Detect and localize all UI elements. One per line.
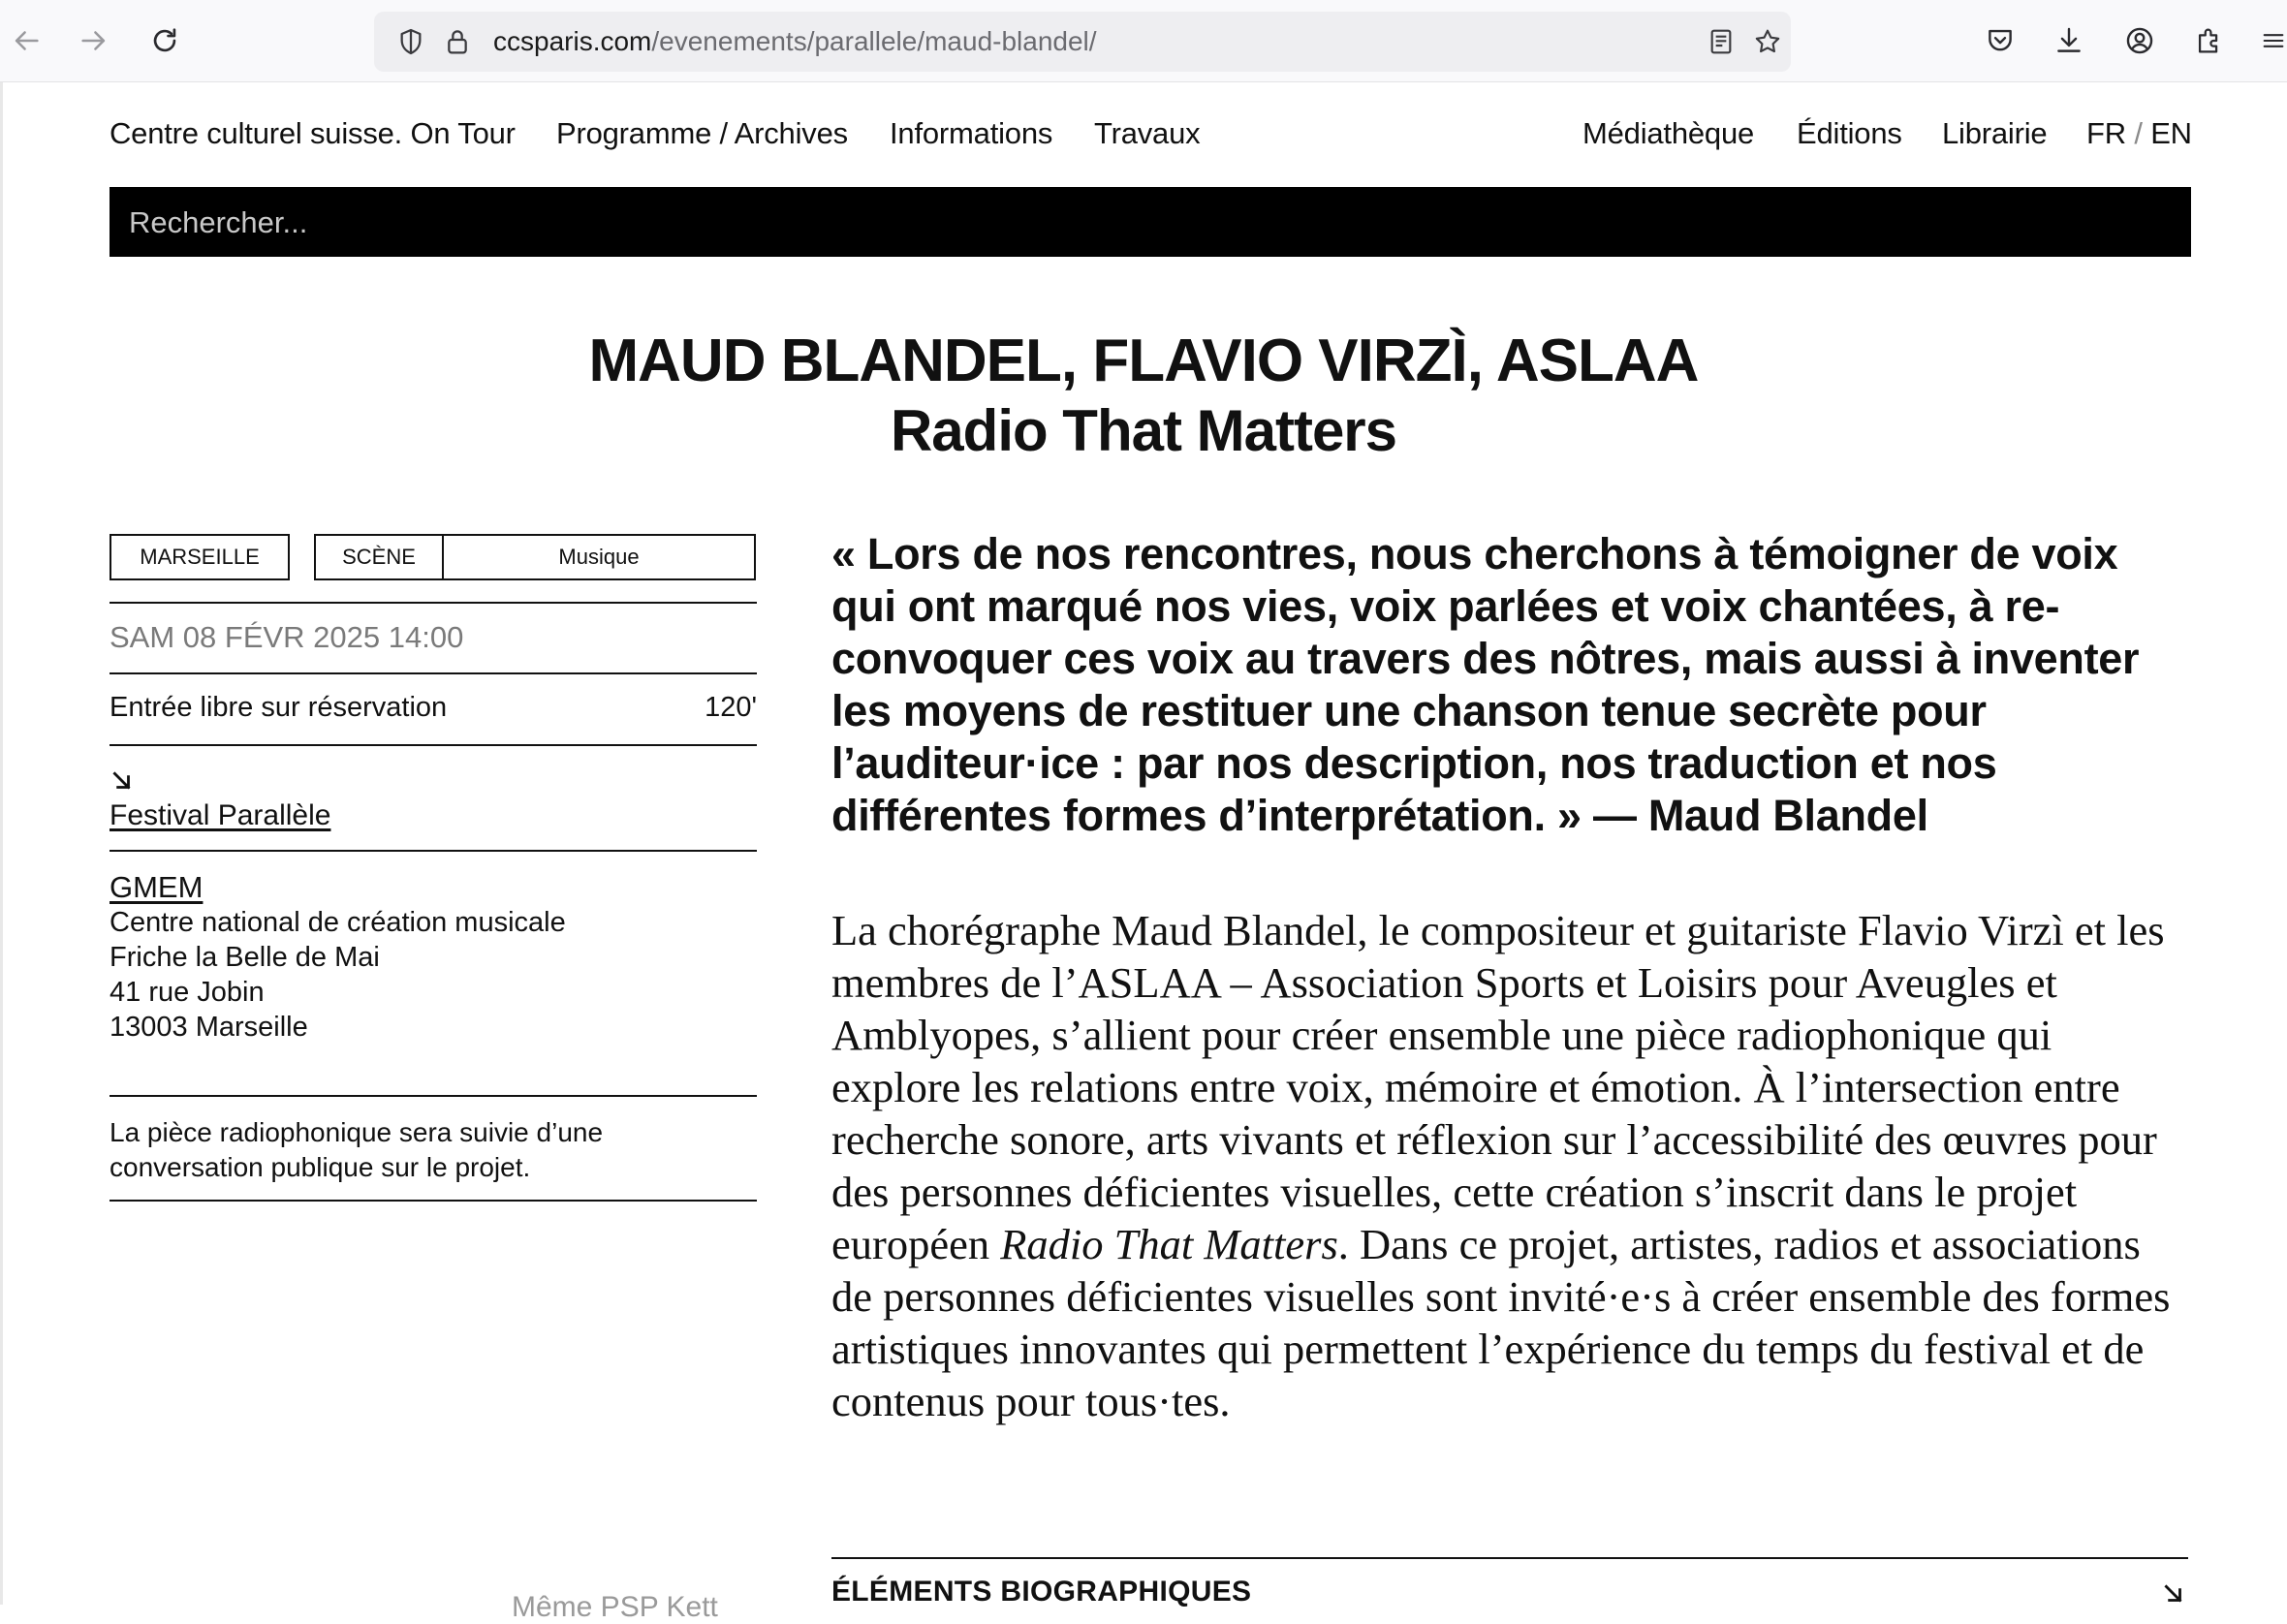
- divider: [110, 602, 757, 604]
- address-bar[interactable]: [374, 12, 1791, 72]
- lang-en[interactable]: EN: [2150, 116, 2192, 150]
- nav-informations[interactable]: Informations: [890, 116, 1053, 150]
- venue-line: Friche la Belle de Mai: [110, 942, 380, 973]
- menu-icon[interactable]: [2260, 20, 2287, 61]
- divider: [110, 672, 757, 674]
- event-description: [831, 904, 2188, 1427]
- lang-separator: /: [2125, 116, 2151, 150]
- divider: [831, 1557, 2188, 1559]
- nav-mediatheque[interactable]: Médiathèque: [1582, 116, 1755, 150]
- extensions-icon[interactable]: [2189, 20, 2230, 61]
- reader-view-icon[interactable]: [1704, 24, 1739, 59]
- venue-line: Centre national de création musicale: [110, 907, 566, 938]
- url-text[interactable]: [493, 26, 1097, 57]
- browser-toolbar: [0, 0, 2287, 82]
- festival-link[interactable]: Festival Parallèle: [110, 799, 331, 831]
- nav-travaux[interactable]: Travaux: [1094, 116, 1201, 150]
- divider: [110, 1200, 757, 1202]
- nav-librairie[interactable]: Librairie: [1942, 116, 2048, 150]
- back-arrow-icon[interactable]: [5, 19, 47, 62]
- arrow-down-right-icon[interactable]: [2161, 1581, 2186, 1607]
- artist-quote: « Lors de nos rencontres, nous cherchons à témoigner de voix qui ont marqué nos vies, voix parlées et voix chantées, à re-convoquer ces voix au travers des nôtres, mais aussi à inventer les moyens de restituer une chanson tenue secrète pour l’auditeur·ice : par nos description, nos traduction et nos différentes formes d’interprétation. » — Maud Blandel: [831, 529, 2140, 840]
- tag-category[interactable]: SCÈNE: [314, 534, 444, 580]
- cutoff-link[interactable]: Même PSP Kett: [512, 1591, 718, 1623]
- divider: [110, 1095, 757, 1097]
- search-input[interactable]: [127, 187, 2176, 259]
- entry-row: [110, 692, 757, 724]
- description-text: La chorégraphe Maud Blandel, le compositeur et guitariste Flavio Virzì et les membres de l’ASLAA – Association Sports et Loisirs pour Aveugles et Amblyopes, s’allient pour créer ensemble une pièce radiophonique qui explore les relations entre voix, mémoire et émotion. À l’intersection entre recherche sonore, arts vivants et réflexion sur l’accessibilité des œuvres pour des personnes déficientes visuelles, cette création s’inscrit dans le projet européen: [831, 906, 2165, 1268]
- biography-section-toggle[interactable]: ÉLÉMENTS BIOGRAPHIQUES: [831, 1576, 1252, 1608]
- event-note: La pièce radiophonique sera suivie d’une conversation publique sur le projet.: [110, 1117, 604, 1182]
- forward-arrow-icon[interactable]: [73, 19, 115, 62]
- url-domain: ccsparis.com: [493, 26, 652, 56]
- language-switch: [2086, 116, 2192, 151]
- arrow-down-right-icon: [110, 768, 135, 794]
- site-brand-link[interactable]: Centre culturel suisse. On Tour: [110, 116, 516, 150]
- divider: [110, 850, 757, 852]
- tracking-shield-icon[interactable]: [393, 24, 428, 59]
- project-name: Radio That Matters: [1000, 1220, 1338, 1268]
- event-duration: 120': [705, 692, 757, 723]
- venue-block: [110, 870, 566, 1045]
- lock-icon[interactable]: [440, 24, 475, 59]
- search-bar: [110, 187, 2191, 257]
- bookmark-star-icon[interactable]: [1750, 24, 1785, 59]
- description-text: . Dans ce projet, artistes, radios et associations de personnes déficientes visuelles sont invité·e·s à créer ensemble des formes artistiques innovantes qui permettent l’expérience du temps du festival et de contenus pour tous·tes.: [831, 1220, 2171, 1425]
- url-path: /evenements/parallele/maud-blandel/: [651, 26, 1097, 56]
- tag-discipline[interactable]: Musique: [442, 534, 756, 580]
- venue-line: 41 rue Jobin: [110, 977, 265, 1008]
- nav-programme-archives[interactable]: Programme / Archives: [556, 116, 848, 150]
- tag-city[interactable]: MARSEILLE: [110, 534, 290, 580]
- event-title: MAUD BLANDEL, FLAVIO VIRZÌ, ASLAA: [588, 328, 1699, 394]
- pocket-icon[interactable]: [1980, 20, 2021, 61]
- nav-editions[interactable]: Éditions: [1797, 116, 1902, 150]
- reload-icon[interactable]: [143, 19, 186, 62]
- venue-line: 13003 Marseille: [110, 1012, 308, 1043]
- event-subtitle: Radio That Matters: [890, 398, 1397, 463]
- window-edge: [0, 82, 3, 1605]
- event-date: SAM 08 FÉVR 2025 14:00: [110, 620, 464, 654]
- entry-info: Entrée libre sur réservation: [110, 692, 448, 723]
- lang-fr[interactable]: FR: [2086, 116, 2126, 150]
- account-icon[interactable]: [2119, 20, 2160, 61]
- venue-link[interactable]: GMEM: [110, 870, 204, 904]
- downloads-icon[interactable]: [2049, 20, 2089, 61]
- divider: [110, 744, 757, 746]
